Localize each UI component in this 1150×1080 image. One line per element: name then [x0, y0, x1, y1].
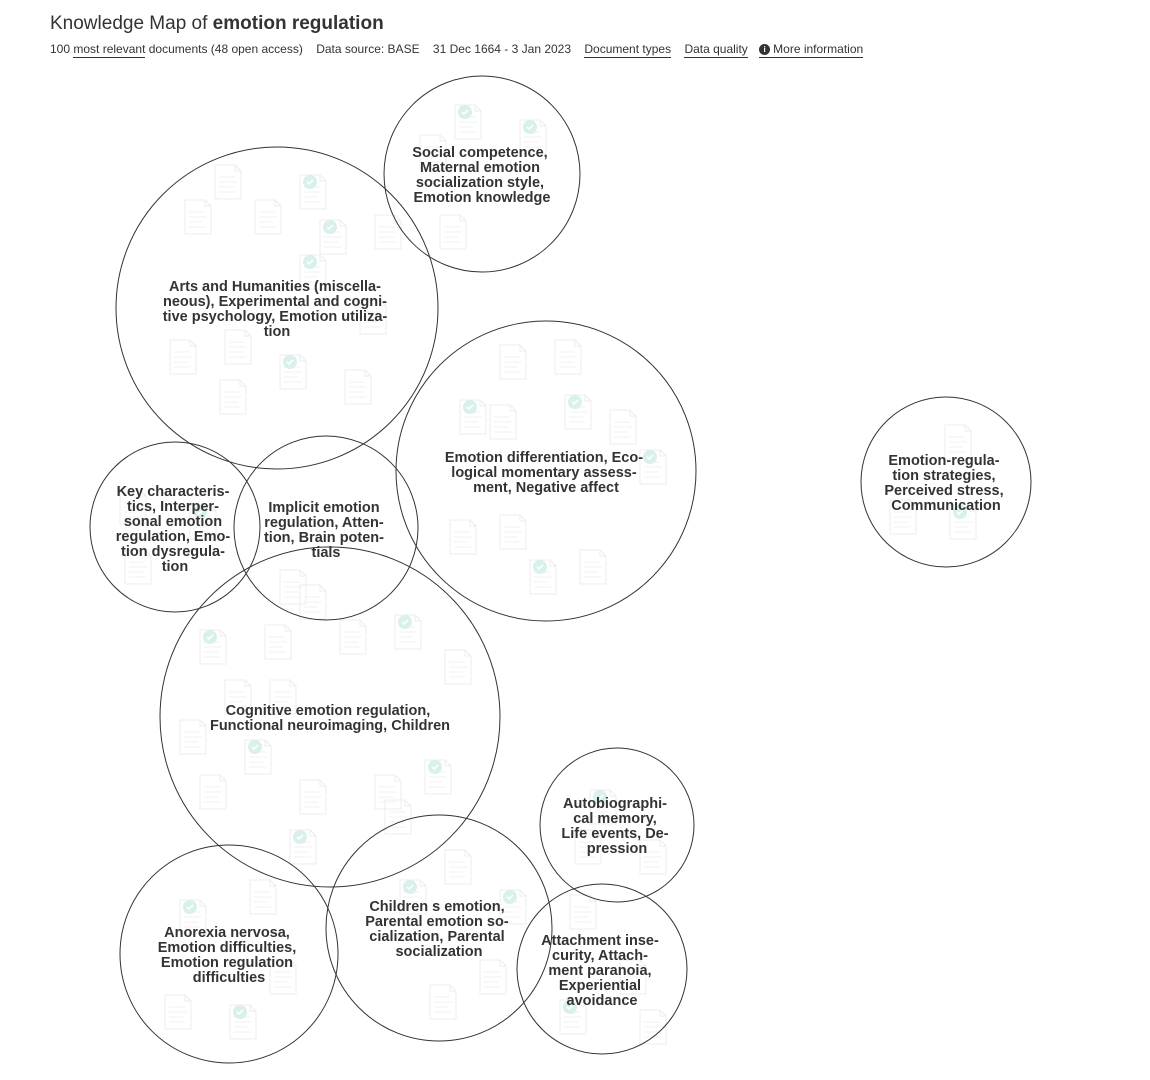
paper-preview-icon [640, 1010, 666, 1044]
doc-count: 100 [50, 42, 71, 56]
open-access-icon [458, 105, 472, 119]
bubble-attachment[interactable] [517, 884, 687, 1054]
data-quality-link[interactable]: Data quality [684, 42, 748, 56]
paper-preview-icon [255, 200, 281, 234]
documents-count-text: documents (48 open access) [148, 42, 303, 56]
paper-preview-icon [385, 800, 411, 834]
bubble-autobio[interactable] [540, 748, 694, 902]
paper-preview-icon [490, 405, 516, 439]
bubble-arts-label: Arts and Humanities (miscella- neous), Experimental and cogni- tive psychology, Emotion utiliza- tion [162, 279, 388, 340]
paper-preview-icon [250, 880, 276, 914]
bubble-children-label: Children s emotion, Parental emotion so- cialization, Parental socialization [365, 899, 509, 960]
paper-preview-icon [340, 620, 366, 654]
paper-preview-icon [300, 780, 326, 814]
bubble-social-label: Social competence, Maternal emotion socialization style, Emotion knowledge [412, 145, 551, 206]
open-access-icon [183, 900, 197, 914]
open-access-icon [398, 615, 412, 629]
paper-preview-icon [170, 340, 196, 374]
title-prefix: Knowledge Map of [50, 13, 208, 34]
bubble-key-label: Key characteris- tics, Interper- sonal emotion regulation, Emo- tion dysregula- tion [115, 484, 231, 575]
paper-preview-icon [280, 570, 306, 604]
document-types-link[interactable]: Document types [584, 42, 672, 56]
open-access-icon [248, 740, 262, 754]
more-information-label: More information [773, 42, 864, 56]
bubble-anorexia[interactable] [120, 845, 338, 1063]
paper-preview-icon [300, 585, 326, 619]
paper-preview-icon [200, 775, 226, 809]
date-range: 31 Dec 1664 - 3 Jan 2023 [432, 42, 572, 56]
paper-preview-icon [180, 720, 206, 754]
paper-preview-icon [480, 960, 506, 994]
title-query: emotion regulation [212, 13, 384, 34]
open-access-icon [303, 255, 317, 269]
bubble-implicit-label: Implicit emotion regulation, Atten- tion, Brain poten- tials [263, 500, 384, 561]
bubble-attachment-label: Attachment inse- curity, Attach- ment paranoia, Experiential avoidance [541, 933, 659, 1009]
bubble-differentiation[interactable] [396, 321, 696, 621]
paper-preview-icon [345, 370, 371, 404]
data-source: Data source: BASE [316, 42, 420, 56]
open-access-icon [303, 175, 317, 189]
paper-preview-icon [165, 995, 191, 1029]
paper-preview-icon [430, 985, 456, 1019]
open-access-icon [533, 560, 547, 574]
open-access-icon [568, 395, 582, 409]
bubble-strategies[interactable] [861, 397, 1031, 567]
paper-preview-icon [610, 410, 636, 444]
paper-preview-icon [445, 650, 471, 684]
open-access-icon [203, 630, 217, 644]
paper-preview-icon [375, 215, 401, 249]
paper-preview-icon [265, 625, 291, 659]
paper-preview-icon [445, 850, 471, 884]
bubble-cognitive-label: Cognitive emotion regulation, Functional neuroimaging, Children [209, 703, 451, 734]
bubble-cognitive[interactable] [160, 547, 500, 887]
paper-preview-icon [450, 520, 476, 554]
paper-preview-icon [440, 215, 466, 249]
bubble-autobio-label: Autobiographi- cal memory, Life events, De- pression [561, 796, 669, 857]
paper-preview-icon [220, 380, 246, 414]
bubble-social[interactable] [384, 76, 580, 272]
bubble-anorexia-label: Anorexia nervosa, Emotion difficulties, Emotion regulation difficulties [157, 925, 297, 986]
open-access-icon [463, 400, 477, 414]
bubble-differentiation-label: Emotion differentiation, Eco- logical momentary assess- ment, Negative affect [444, 450, 644, 496]
paper-preview-icon [185, 200, 211, 234]
most-relevant-link[interactable]: most relevant [73, 42, 146, 56]
paper-preview-icon [500, 345, 526, 379]
open-access-icon [323, 220, 337, 234]
open-access-icon [283, 355, 297, 369]
open-access-icon [293, 830, 307, 844]
paper-preview-icon [500, 515, 526, 549]
paper-preview-icon [555, 340, 581, 374]
paper-preview-icon [570, 895, 596, 929]
bubble-arts[interactable] [116, 147, 438, 469]
open-access-icon [233, 1005, 247, 1019]
open-access-icon [523, 120, 537, 134]
bubble-strategies-label: Emotion-regula- tion strategies, Perceived stress, Communication [884, 453, 1004, 514]
paper-preview-icon [580, 550, 606, 584]
open-access-icon [428, 760, 442, 774]
paper-preview-icon [215, 165, 241, 199]
paper-preview-icon [225, 330, 251, 364]
open-access-icon [403, 880, 417, 894]
info-circle-icon: i [759, 44, 770, 55]
paper-preview-icon [375, 775, 401, 809]
